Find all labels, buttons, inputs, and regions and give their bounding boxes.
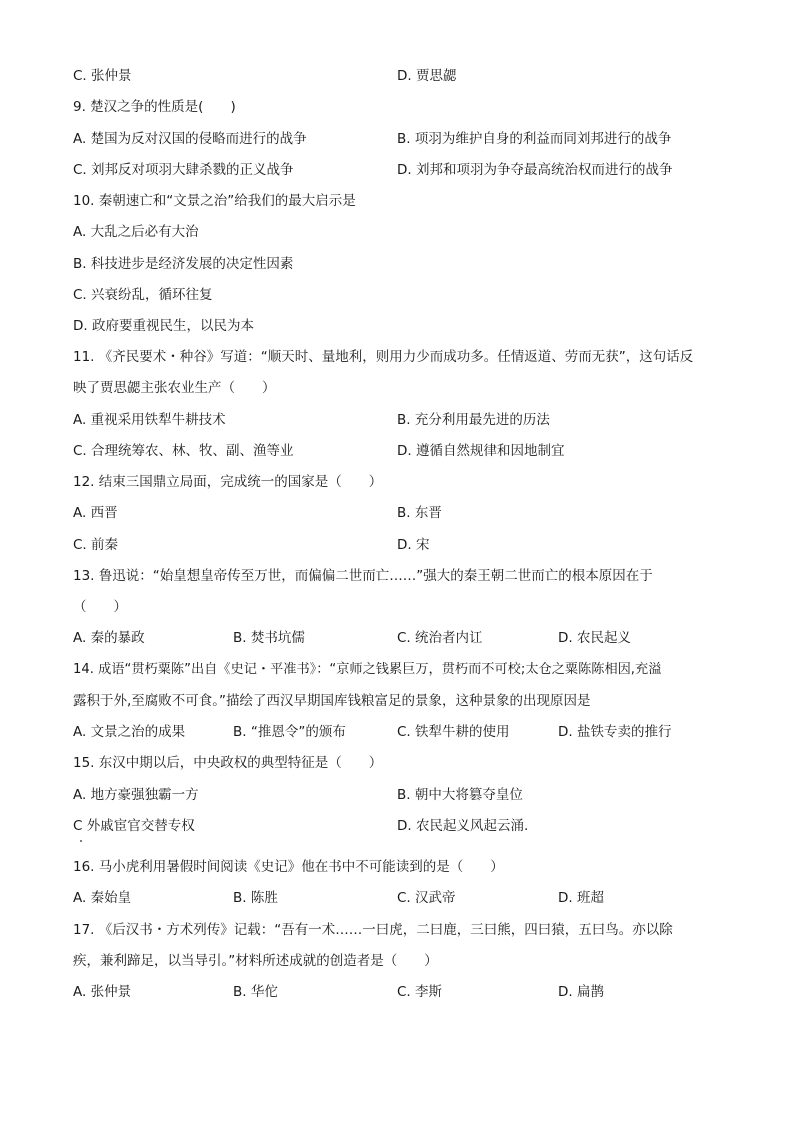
q11-option-d: D. 遵循自然规律和因地制宜 (397, 443, 565, 459)
q10-option-d: D. 政府要重视民生，以民为本 (73, 318, 254, 334)
q17-option-c: C. 李斯 (397, 984, 443, 1000)
q15-stem: 15. 东汉中期以后，中央政权的典型特征是（ ） (73, 755, 383, 771)
q9-option-b: B. 项羽为维护自身的利益而同刘邦进行的战争 (397, 131, 672, 147)
q10-option-c: C. 兴衰纷乱，循环往复 (73, 287, 213, 303)
q15-option-a: A. 地方豪强独霸一方 (73, 787, 199, 803)
q17-stem-line1: 17. 《后汉书・方术列传》记载：“吾有一术……一曰虎，二曰鹿，三曰熊，四曰猿，五曰鸟。亦以除 (73, 922, 673, 938)
stray-dot-mark (80, 840, 82, 842)
q11-option-c: C. 合理统筹农、林、牧、副、渔等业 (73, 443, 294, 459)
q8-option-c: C. 张仲景 (73, 68, 132, 84)
q14-option-d: D. 盐铁专卖的推行 (558, 724, 672, 740)
q12-option-a: A. 西晋 (73, 505, 118, 521)
q9-stem: 9. 楚汉之争的性质是( ) (73, 99, 236, 115)
q15-option-c: C 外戚宦官交替专权 (73, 818, 195, 834)
q17-option-b: B. 华佗 (233, 984, 278, 1000)
q11-stem-line2: 映了贾思勰主张农业生产（ ） (73, 380, 276, 396)
q16-stem: 16. 马小虎利用暑假时间阅读《史记》他在书中不可能读到的是（ ） (73, 859, 504, 875)
q14-option-b: B. “推恩令”的颁布 (233, 724, 346, 740)
q14-option-c: C. 铁犁牛耕的使用 (397, 724, 510, 740)
q10-option-a: A. 大乱之后必有大治 (73, 224, 199, 240)
q16-option-c: C. 汉武帝 (397, 890, 456, 906)
q11-stem-line1: 11. 《齐民要术・种谷》写道：“顺天时、量地利，则用力少而成功多。任情返道、劳而无获”，这句话反 (73, 349, 694, 365)
q14-option-a: A. 文景之治的成果 (73, 724, 186, 740)
q17-option-d: D. 扁鹊 (558, 984, 604, 1000)
q9-option-c: C. 刘邦反对项羽大肆杀戮的正义战争 (73, 162, 294, 178)
q9-option-a: A. 楚国为反对汉国的侵略而进行的战争 (73, 131, 307, 147)
q13-stem-line2: （ ） (73, 599, 127, 615)
q15-option-d: D. 农民起义风起云涌. (397, 818, 529, 834)
q16-option-d: D. 班超 (558, 890, 604, 906)
q12-option-b: B. 东晋 (397, 505, 442, 521)
q16-option-a: A. 秦始皇 (73, 890, 132, 906)
q14-stem-line1: 14. 成语“贯朽粟陈”出自《史记・平准书》：“京师之钱累巨万，贯朽而不可校;太仓之粟陈陈相因,充溢 (73, 662, 662, 677)
q12-option-c: C. 前秦 (73, 537, 119, 553)
q10-option-b: B. 科技进步是经济发展的决定性因素 (73, 256, 294, 272)
q13-option-d: D. 农民起义 (558, 630, 631, 646)
q13-option-b: B. 焚书坑儒 (233, 630, 305, 646)
q13-stem-line1: 13. 鲁迅说：“始皇想皇帝传至万世，而偏偏二世而亡……”强大的秦王朝二世而亡的根本原因在于 (73, 568, 653, 584)
q17-option-a: A. 张仲景 (73, 984, 132, 1000)
q12-option-d: D. 宋 (397, 537, 430, 553)
q15-option-b: B. 朝中大将篡夺皇位 (397, 787, 523, 803)
q10-stem: 10. 秦朝速亡和“文景之治”给我们的最大启示是 (73, 193, 356, 209)
q14-stem-line2: 露积于外,至腐败不可食。”描绘了西汉早期国库钱粮富足的景象，这种景象的出现原因是 (73, 693, 591, 709)
q11-option-b: B. 充分利用最先进的历法 (397, 412, 550, 428)
q11-option-a: A. 重视采用铁犁牛耕技术 (73, 412, 226, 428)
q9-option-d: D. 刘邦和项羽为争夺最高统治权而进行的战争 (397, 162, 673, 178)
q16-option-b: B. 陈胜 (233, 890, 278, 906)
q12-stem: 12. 结束三国鼎立局面，完成统一的国家是（ ） (73, 474, 383, 490)
q8-option-d: D. 贾思勰 (397, 68, 457, 84)
q17-stem-line2: 疾，兼利蹄足，以当导引。”材料所述成就的创造者是（ ） (73, 953, 438, 969)
q13-option-a: A. 秦的暴政 (73, 630, 145, 646)
q13-option-c: C. 统治者内讧 (397, 630, 483, 646)
